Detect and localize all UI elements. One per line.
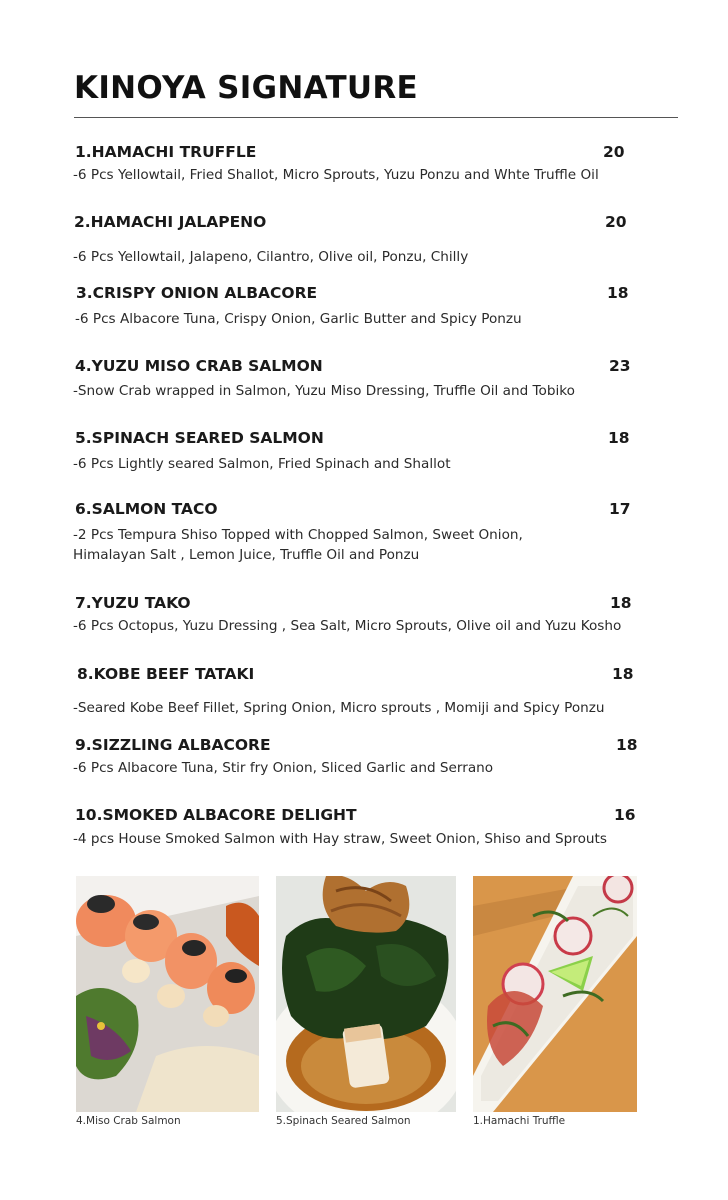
item-price: 20 bbox=[605, 213, 627, 231]
item-name: 3.CRISPY ONION ALBACORE bbox=[76, 284, 318, 302]
title-divider bbox=[74, 117, 678, 118]
item-price: 18 bbox=[610, 594, 632, 612]
item-description: -Snow Crab wrapped in Salmon, Yuzu Miso Dressing, Truffle Oil and Tobiko bbox=[73, 383, 575, 399]
salmon-roll-photo bbox=[76, 876, 259, 1112]
item-name: 1.HAMACHI TRUFFLE bbox=[75, 143, 257, 161]
item-price: 18 bbox=[608, 429, 630, 447]
item-description: -6 Pcs Albacore Tuna, Stir fry Onion, Sliced Garlic and Serrano bbox=[73, 760, 494, 776]
item-description: -6 Pcs Octopus, Yuzu Dressing , Sea Salt, Micro Sprouts, Olive oil and Yuzu Kosho bbox=[73, 618, 622, 634]
item-price: 18 bbox=[607, 284, 629, 302]
item-description: -6 Pcs Yellowtail, Jalapeno, Cilantro, Olive oil, Ponzu, Chilly bbox=[73, 249, 469, 265]
photo-caption: 4.Miso Crab Salmon bbox=[76, 1115, 181, 1127]
item-name: 2.HAMACHI JALAPENO bbox=[74, 213, 267, 231]
item-description: -6 Pcs Yellowtail, Fried Shallot, Micro Sprouts, Yuzu Ponzu and Whte Truffle Oil bbox=[73, 167, 599, 183]
item-description: Himalayan Salt , Lemon Juice, Truffle Oil and Ponzu bbox=[73, 547, 420, 563]
spinach-salmon-photo bbox=[276, 876, 456, 1112]
photo-caption: 1.Hamachi Truffle bbox=[473, 1115, 566, 1127]
item-price: 17 bbox=[609, 500, 631, 518]
item-price: 18 bbox=[612, 665, 634, 683]
item-name: 4.YUZU MISO CRAB SALMON bbox=[75, 357, 323, 375]
item-description: -2 Pcs Tempura Shiso Topped with Chopped Salmon, Sweet Onion, bbox=[73, 527, 523, 543]
item-name: 9.SIZZLING ALBACORE bbox=[75, 736, 271, 754]
item-price: 20 bbox=[603, 143, 625, 161]
item-name: 6.SALMON TACO bbox=[75, 500, 218, 518]
photo-caption: 5.Spinach Seared Salmon bbox=[276, 1115, 411, 1127]
item-description: -6 Pcs Albacore Tuna, Crispy Onion, Garlic Butter and Spicy Ponzu bbox=[75, 311, 522, 327]
item-price: 16 bbox=[614, 806, 636, 824]
item-price: 23 bbox=[609, 357, 631, 375]
item-name: 10.SMOKED ALBACORE DELIGHT bbox=[75, 806, 357, 824]
item-description: -4 pcs House Smoked Salmon with Hay straw, Sweet Onion, Shiso and Sprouts bbox=[73, 831, 607, 847]
item-description: -Seared Kobe Beef Fillet, Spring Onion, Micro sprouts , Momiji and Spicy Ponzu bbox=[73, 700, 605, 716]
item-name: 5.SPINACH SEARED SALMON bbox=[75, 429, 324, 447]
item-description: -6 Pcs Lightly seared Salmon, Fried Spinach and Shallot bbox=[73, 456, 451, 472]
item-name: 7.YUZU TAKO bbox=[75, 594, 191, 612]
item-name: 8.KOBE BEEF TATAKI bbox=[77, 665, 255, 683]
menu-title: KINOYA SIGNATURE bbox=[74, 70, 419, 106]
item-price: 18 bbox=[616, 736, 638, 754]
hamachi-plate-photo bbox=[473, 876, 637, 1112]
